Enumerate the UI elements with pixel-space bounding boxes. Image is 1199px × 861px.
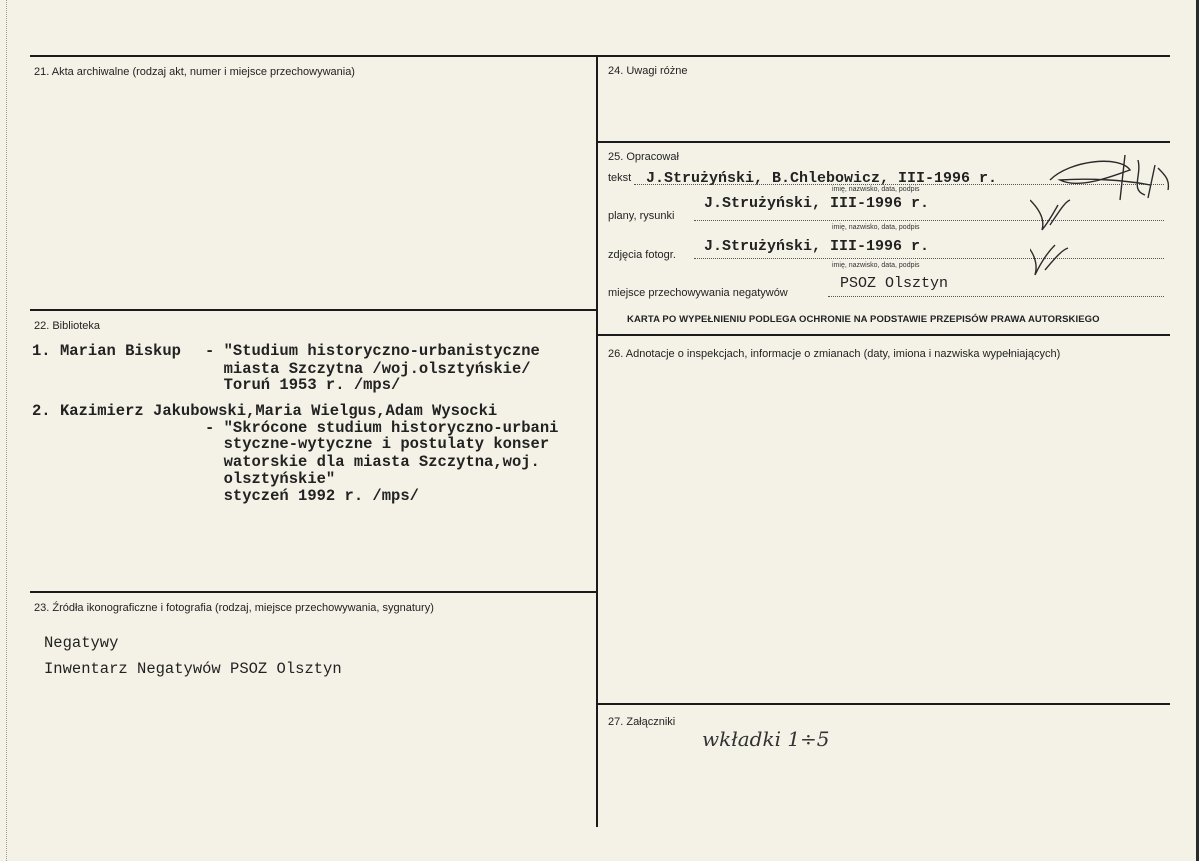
- plany-label: plany, rysunki: [608, 210, 675, 222]
- iconography-line: Inwentarz Negatywów PSOZ Olsztyn: [44, 660, 342, 678]
- rule-21-22: [30, 309, 597, 311]
- library-entry-2-line: - "Skrócone studium historyczno-urbani: [205, 419, 559, 437]
- library-entry-2-number: 2.: [32, 402, 51, 420]
- zdjecia-caption: imię, nazwisko, data, podpis: [832, 262, 920, 269]
- miejsce-field-line: [828, 296, 1164, 297]
- tekst-value: J.Strużyński, B.Chlebowicz, III-1996 r.: [646, 170, 998, 187]
- tekst-label: tekst: [608, 172, 632, 184]
- tekst-caption: imię, nazwisko, data, podpis: [832, 186, 920, 193]
- center-divider: [596, 55, 598, 827]
- miejsce-value: PSOZ Olsztyn: [840, 275, 949, 292]
- copyright-note: KARTA PO WYPEŁNIENIU PODLEGA OCHRONIE NA PODSTAWIE PRZEPISÓW PRAWA AUTORSKIEGO: [627, 314, 1100, 325]
- zdjecia-label: zdjęcia fotogr.: [608, 249, 676, 261]
- card-left-edge: [6, 0, 7, 861]
- rule-24-25: [596, 141, 1170, 143]
- section-24-label: 24. Uwagi różne: [608, 65, 688, 77]
- section-25-label: 25. Opracował: [608, 151, 679, 163]
- iconography-line: Negatywy: [44, 634, 119, 652]
- attachments-handwritten: wkładki 1÷5: [702, 727, 830, 751]
- signature-mark: [1030, 150, 1180, 290]
- section-21-label: 21. Akta archiwalne (rodzaj akt, numer i miejsce przechowywania): [34, 66, 355, 78]
- library-entry-1-line: Toruń 1953 r. /mps/: [205, 376, 401, 394]
- zdjecia-value: J.Strużyński, III-1996 r.: [704, 238, 930, 255]
- library-entry-1-line: - "Studium historyczno-urbanistyczne: [205, 342, 540, 360]
- library-entry-2-line: watorskie dla miasta Szczytna,woj.: [205, 453, 540, 471]
- rule-26-27: [596, 703, 1170, 705]
- section-27-label: 27. Załączniki: [608, 716, 676, 728]
- section-23-label: 23. Źródła ikonograficzne i fotografia (rodzaj, miejsce przechowywania, sygnatury): [34, 602, 434, 614]
- library-entry-1-author: Marian Biskup: [60, 342, 181, 360]
- miejsce-label: miejsce przechowywania negatywów: [608, 287, 788, 299]
- library-entry-2-line: styczne-wytyczne i postulaty konser: [205, 435, 550, 453]
- library-entry-1-line: miasta Szczytna /woj.olsztyńskie/: [205, 360, 531, 378]
- plany-caption: imię, nazwisko, data, podpis: [832, 224, 920, 231]
- library-entry-2-author: Kazimierz Jakubowski,Maria Wielgus,Adam Wysocki: [60, 402, 498, 420]
- library-entry-1-number: 1.: [32, 342, 51, 360]
- library-entry-2-line: styczeń 1992 r. /mps/: [205, 487, 419, 505]
- plany-value: J.Strużyński, III-1996 r.: [704, 195, 930, 212]
- rule-25-26: [596, 334, 1170, 336]
- rule-22-23: [30, 591, 597, 593]
- top-rule: [30, 55, 1170, 57]
- section-22-label: 22. Biblioteka: [34, 320, 101, 332]
- library-entry-2-line: olsztyńskie": [205, 470, 336, 488]
- section-26-label: 26. Adnotacje o inspekcjach, informacje o zmianach (daty, imiona i nazwiska wypełniających): [608, 348, 1061, 360]
